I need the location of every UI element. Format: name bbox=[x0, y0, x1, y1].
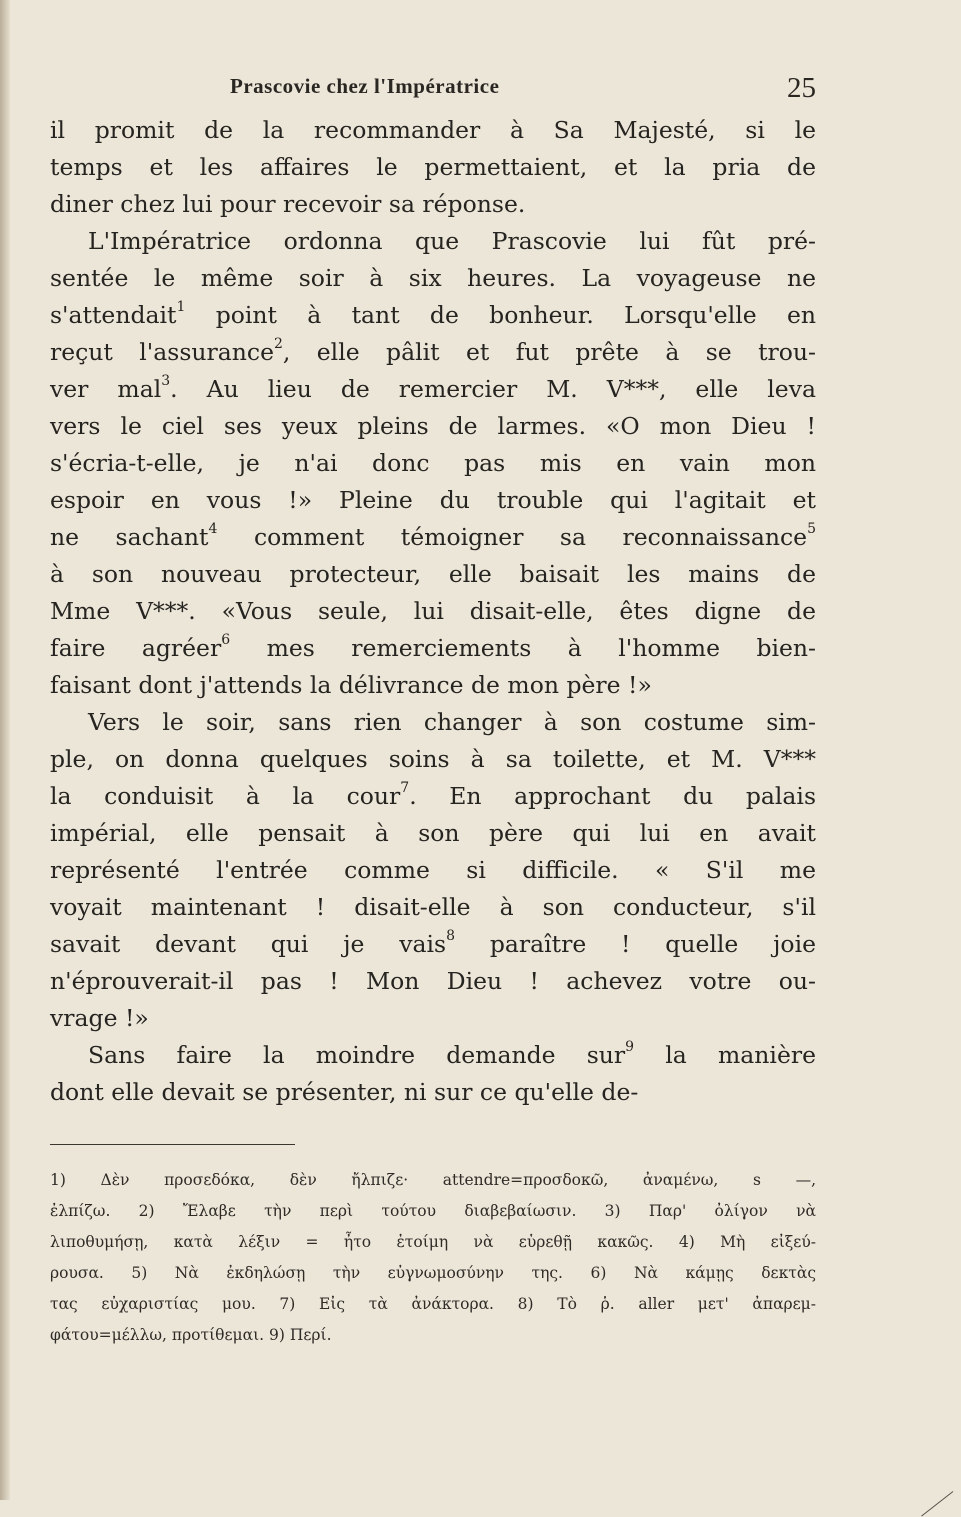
text-segment: . Au lieu de remercier M. V***, elle leva bbox=[170, 375, 817, 403]
text-segment: ne sachant bbox=[50, 523, 209, 551]
text-segment: ver mal bbox=[50, 375, 162, 403]
text-segment: la manière bbox=[634, 1041, 816, 1069]
footnote-marker: 6 bbox=[221, 632, 231, 649]
footnote-marker: 7 bbox=[400, 780, 410, 797]
footnote-marker: 4 bbox=[208, 521, 218, 538]
text-segment: , elle pâlit et fut prête à se trou- bbox=[282, 338, 816, 366]
text-line bbox=[50, 741, 816, 778]
text-line bbox=[50, 482, 816, 519]
footnote-marker: 5 bbox=[807, 521, 817, 538]
footnote-marker: 3 bbox=[161, 373, 171, 390]
text-segment: vrage !» bbox=[50, 1004, 149, 1032]
page-spine-shadow bbox=[0, 0, 10, 1500]
text-line bbox=[50, 926, 816, 963]
text-line bbox=[50, 852, 816, 889]
page-number: 25 bbox=[787, 72, 816, 104]
text-line bbox=[50, 667, 816, 704]
text-segment: comment témoigner sa reconnaissance bbox=[217, 523, 808, 551]
footnote-line bbox=[50, 1196, 816, 1227]
text-line bbox=[50, 112, 816, 149]
text-line bbox=[50, 556, 816, 593]
footnote-marker: 2 bbox=[273, 336, 283, 353]
text-segment: paraître ! quelle joie bbox=[455, 930, 817, 958]
footnote-marker: 8 bbox=[446, 928, 456, 945]
footnote-line bbox=[50, 1165, 816, 1196]
footnote-marker: 1 bbox=[176, 299, 186, 316]
text-segment: τας εὐχαριστίας μου. 7) Εἰς τὰ ἀνάκτορα. 8) Τὸ ῥ. aller μετ' ἀπαρεμ- bbox=[50, 1295, 816, 1313]
text-segment: Vers le soir, sans rien changer à son costume sim- bbox=[88, 708, 816, 736]
text-line bbox=[50, 1037, 816, 1074]
text-line bbox=[50, 519, 816, 556]
corner-pencil-mark bbox=[921, 1491, 953, 1516]
text-line bbox=[50, 704, 816, 741]
text-line bbox=[50, 297, 816, 334]
text-line bbox=[50, 371, 816, 408]
text-line bbox=[50, 963, 816, 1000]
text-segment: savait devant qui je vais bbox=[50, 930, 447, 958]
text-segment: λιποθυμήσῃ, κατὰ λέξιν = ἦτο ἑτοίμη νὰ εὑρεθῇ κακῶς. 4) Μὴ εἰξεύ- bbox=[50, 1233, 816, 1251]
footnote-line bbox=[50, 1289, 816, 1320]
text-segment: faisant dont j'attends la délivrance de mon père !» bbox=[50, 671, 652, 699]
text-line bbox=[50, 1074, 816, 1111]
text-line bbox=[50, 149, 816, 186]
text-segment: à son nouveau protecteur, elle baisait les mains de bbox=[50, 560, 816, 588]
text-segment: espoir en vous !» Pleine du trouble qui l'agitait et bbox=[50, 486, 816, 514]
text-segment: dont elle devait se présenter, ni sur ce qu'elle de- bbox=[50, 1078, 639, 1106]
text-segment: voyait maintenant ! disait-elle à son conducteur, s'il bbox=[50, 893, 816, 921]
text-line bbox=[50, 630, 816, 667]
text-segment: ἐλπίζω. 2) Ἔλαβε τὴν περὶ τούτου διαβεβαίωσιν. 3) Παρ' ὀλίγον νὰ bbox=[50, 1202, 816, 1220]
text-segment: ρουσα. 5) Νὰ ἐκδηλώσῃ τὴν εὐγνωμοσύνην της. 6) Νὰ κάμῃς δεκτὰς bbox=[50, 1264, 816, 1282]
footnote-line bbox=[50, 1258, 816, 1289]
footnote-line bbox=[50, 1227, 816, 1258]
text-segment: L'Impératrice ordonna que Prascovie lui fût pré- bbox=[88, 227, 816, 255]
text-line bbox=[50, 593, 816, 630]
footnote-divider bbox=[50, 1144, 295, 1145]
text-segment: sentée le même soir à six heures. La voyageuse ne bbox=[50, 264, 816, 292]
text-segment: Sans faire la moindre demande sur bbox=[88, 1041, 626, 1069]
text-segment: représenté l'entrée comme si difficile. « S'il me bbox=[50, 856, 816, 884]
text-line bbox=[50, 334, 816, 371]
text-line bbox=[50, 778, 816, 815]
footnotes bbox=[50, 1165, 816, 1351]
text-line bbox=[50, 889, 816, 926]
text-segment: reçut l'assurance bbox=[50, 338, 274, 366]
running-title: Prascovie chez l'Impératrice bbox=[230, 74, 500, 98]
text-segment: . En approchant du palais bbox=[409, 782, 817, 810]
text-line bbox=[50, 445, 816, 482]
text-segment: faire agréer bbox=[50, 634, 222, 662]
page-header bbox=[50, 70, 816, 104]
text-segment: s'écria-t-elle, je n'ai donc pas mis en vain mon bbox=[50, 449, 816, 477]
text-segment: la conduisit à la cour bbox=[50, 782, 401, 810]
text-line bbox=[50, 186, 816, 223]
text-segment: φάτου=μέλλω, προτίθεμαι. 9) Περί. bbox=[50, 1326, 332, 1344]
main-text bbox=[50, 112, 816, 1111]
text-segment: diner chez lui pour recevoir sa réponse. bbox=[50, 190, 526, 218]
text-line bbox=[50, 408, 816, 445]
text-line bbox=[50, 260, 816, 297]
text-segment: Mme V***. «Vous seule, lui disait-elle, êtes digne de bbox=[50, 597, 816, 625]
text-line bbox=[50, 1000, 816, 1037]
text-line bbox=[50, 223, 816, 260]
text-segment: ple, on donna quelques soins à sa toilette, et M. V*** bbox=[50, 745, 816, 773]
footnote-marker: 9 bbox=[625, 1039, 635, 1056]
text-segment: point à tant de bonheur. Lorsqu'elle en bbox=[185, 301, 816, 329]
text-segment: n'éprouverait-il pas ! Mon Dieu ! achevez votre ou- bbox=[50, 967, 816, 995]
text-segment: s'attendait bbox=[50, 301, 177, 329]
text-segment: temps et les affaires le permettaient, et la pria de bbox=[50, 153, 816, 181]
text-segment: impérial, elle pensait à son père qui lui en avait bbox=[50, 819, 816, 847]
text-segment: 1) Δὲν προσεδόκα, δὲν ἤλπιζε· attendre=προσδοκῶ, ἀναμένω, s —, bbox=[50, 1171, 816, 1189]
footnote-line bbox=[50, 1320, 816, 1351]
text-segment: il promit de la recommander à Sa Majesté, si le bbox=[50, 116, 816, 144]
text-segment: vers le ciel ses yeux pleins de larmes. «O mon Dieu ! bbox=[50, 412, 816, 440]
text-segment: mes remerciements à l'homme bien- bbox=[230, 634, 817, 662]
text-line bbox=[50, 815, 816, 852]
